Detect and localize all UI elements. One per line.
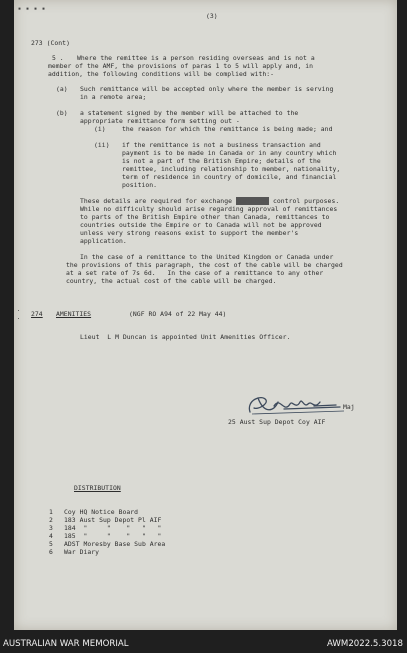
handwritten-signature — [244, 392, 352, 418]
details-line: countries outside the Empire or to Canada will not be approved — [80, 221, 322, 229]
distribution-heading: DISTRIBUTION — [74, 484, 121, 492]
item-b-line: a statement signed by the member will be attached to the — [80, 109, 299, 117]
item-ii-line: position. — [122, 181, 158, 189]
amenities-heading: AMENITIES — [56, 310, 92, 318]
details-line: unless very strong reasons exist to support the member's — [80, 229, 299, 237]
item-ii-line: if the remittance is not a business transaction and — [122, 141, 321, 149]
details-pre: These details are required for exchange — [80, 197, 236, 205]
struck-word: purposes — [236, 197, 269, 205]
signature-rank: Maj — [343, 403, 355, 411]
para5-number: 5 . — [52, 54, 64, 62]
details-line: application. — [80, 237, 127, 245]
cable-line: In the case of a remittance to the United Kingdom or Canada under — [80, 253, 334, 261]
list-item: 183 Aust Sup Depot Pl AIF — [64, 516, 162, 524]
cable-line: country, the actual cost of the cable will be charged. — [66, 277, 277, 285]
list-item-number: 2 — [49, 516, 53, 524]
item-b-label: (b) — [56, 109, 68, 117]
item-ii-line: payment is to be made in Canada or in any country which — [122, 149, 337, 157]
item-ii-line: remittee, including relationship to member, nationality, — [122, 165, 341, 173]
item-ii-label: (ii) — [94, 141, 110, 149]
signature-unit: 25 Aust Sup Depot Coy AIF — [228, 418, 326, 426]
item-ii-line: term of residence in country of domicile, and financial — [122, 173, 337, 181]
details-line: While no difficulty should arise regarding approval of remittances — [80, 205, 338, 213]
list-item: 185 " " " " " — [64, 532, 162, 540]
item-a-label: (a) — [56, 85, 68, 93]
para5-line: member of the AMF, the provisions of paras 1 to 5 will apply and, in — [48, 62, 314, 70]
item-i-label: (i) — [94, 125, 106, 133]
item-b-line: appropriate remittance form setting out - — [80, 117, 240, 125]
para5-line: Where the remittee is a person residing overseas and is not a — [77, 54, 315, 62]
list-item-number: 6 — [49, 548, 53, 556]
list-item-number: 5 — [49, 540, 53, 548]
item-a-line: in a remote area; — [80, 93, 147, 101]
para5-line: addition, the following conditions will be complied with:- — [48, 70, 275, 78]
page-number: (3) — [206, 12, 218, 20]
item-a-line: Such remittance will be accepted only where the member is serving — [80, 85, 334, 93]
list-item: Coy HQ Notice Board — [64, 508, 139, 516]
document-page — [14, 0, 397, 630]
cable-line: at a set rate of 7s 6d. In the case of a remittance to any other — [66, 269, 324, 277]
footer-institution: AUSTRALIAN WAR MEMORIAL — [3, 639, 129, 649]
amenities-text: Lieut L M Duncan is appointed Unit Amenities Officer. — [80, 333, 291, 341]
item-ii-line: is not a part of the British Empire; details of the — [122, 157, 321, 165]
list-item: War Diary — [64, 548, 100, 556]
top-marker: ▪ ▪ ▪ ▪ — [18, 6, 47, 12]
details-line: to parts of the British Empire other than Canada, remittances to — [80, 213, 330, 221]
section-cont-heading: 273 (Cont) — [31, 39, 70, 47]
list-item-number: 3 — [49, 524, 53, 532]
list-item: ADST Moresby Base Sub Area — [64, 540, 166, 548]
amenities-reference: (NGF RO A94 of 22 May 44) — [129, 310, 227, 318]
footer-accession-number: AWM2022.5.3018 — [327, 639, 403, 649]
details-post: control purposes. — [269, 197, 340, 205]
list-item-number: 1 — [49, 508, 53, 516]
list-item-number: 4 — [49, 532, 53, 540]
cable-line: the provisions of this paragraph, the cost of the cable will be charged — [66, 261, 343, 269]
amenities-number: 274 — [31, 310, 43, 318]
archive-footer — [0, 637, 407, 653]
item-i-text: the reason for which the remittance is being made; and — [122, 125, 333, 133]
list-item: 184 " " " " " — [64, 524, 162, 532]
